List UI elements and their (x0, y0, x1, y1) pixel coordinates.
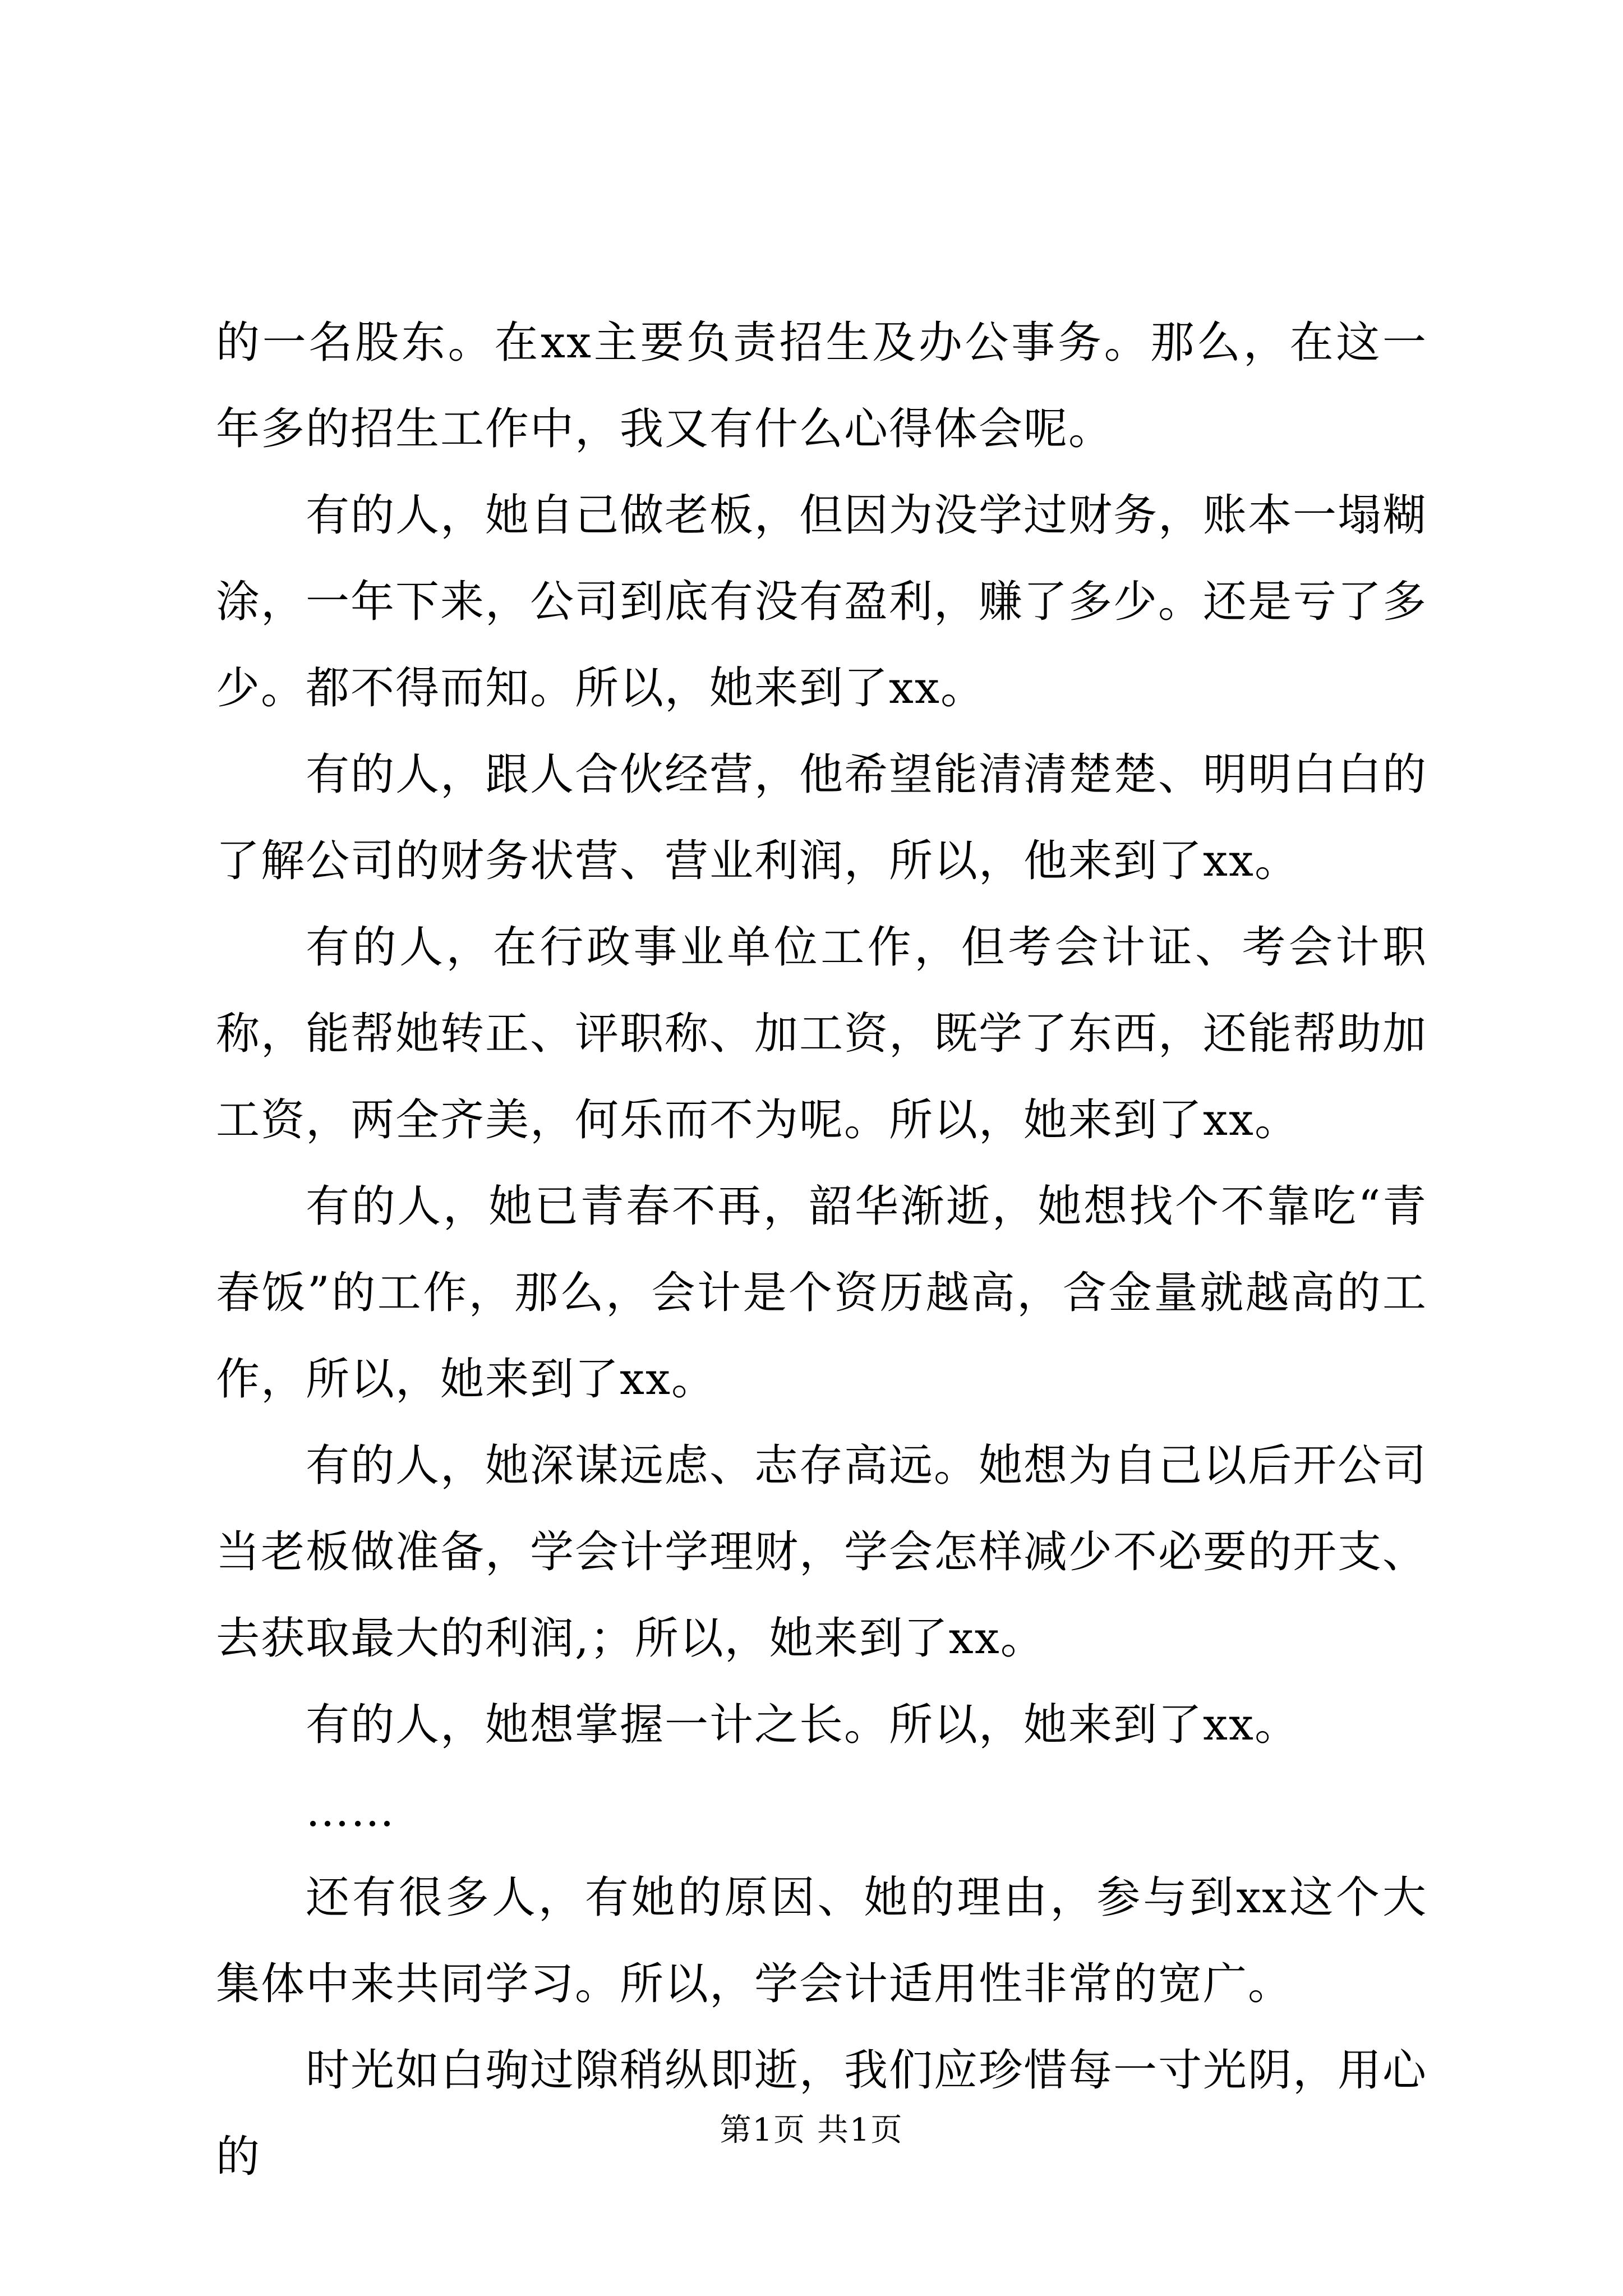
document-body (216, 300, 1427, 2200)
paragraph: 有的人，她已青春不再，韶华渐逝，她想找个不靠吃“青春饭”的工作，那么，会计是个资历越高，含金量就越高的工作，所以，她来到了xx。 (216, 1181, 1427, 1405)
paragraph: 还有很多人，有她的原因、她的理由，参与到xx这个大集体中来共同学习。所以，学会计适用性非常的宽广。 (216, 1872, 1427, 2009)
paragraph: 有的人，她想掌握一计之长。所以，她来到了xx。 (306, 1700, 1299, 1750)
paragraph: 有的人，在行政事业单位工作，但考会计证、考会计职称，能帮她转正、评职称、加工资，既学了东西，还能帮助加工资，两全齐美，何乐而不为呢。所以，她来到了xx。 (216, 922, 1428, 1145)
paragraph: 时光如白驹过隙稍纵即逝，我们应珍惜每一寸光阴，用心的 (216, 2045, 1428, 2182)
ellipsis-paragraph: …… (306, 1786, 395, 1837)
page-number-footer: 第1页 共1页 (720, 2112, 903, 2148)
paragraph: 有的人，她自己做老板，但因为没学过财务，账本一塌糊涂，一年下来，公司到底有没有盈利，赚了多少。还是亏了多少。都不得而知。所以，她来到了xx。 (216, 490, 1428, 714)
paragraph: 有的人，她深谋远虑、志存高远。她想为自己以后开公司当老板做准备，学会计学理财，学会怎样减少不必要的开支、去获取最大的利润,；所以，她来到了xx。 (216, 1441, 1428, 1664)
paragraph: 有的人，跟人合伙经营，他希望能清清楚楚、明明白白的了解公司的财务状营、营业利润，所以，他来到了xx。 (216, 749, 1428, 886)
paragraph: 的一名股东。在xx主要负责招生及办公事务。那么，在这一年多的招生工作中，我又有什么心得体会呢。 (216, 318, 1427, 454)
